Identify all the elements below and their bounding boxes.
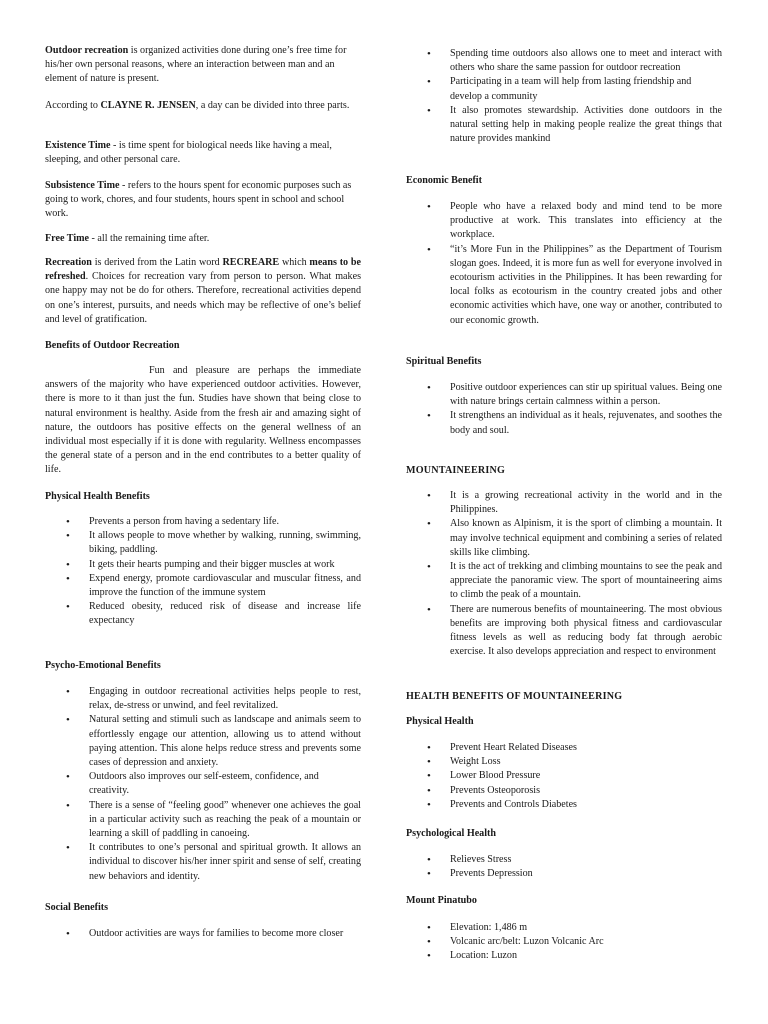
jensen-post: , a day can be divided into three parts. <box>195 100 350 111</box>
jensen-pre: According to <box>45 100 101 111</box>
list-item: • It allows people to move whether by walking, running, swimming, biking, paddling. <box>45 529 361 557</box>
list-item: • There is a sense of “feeling good” whenever one achieves the goal in a particular activity such as reaching the peak of a mountain or learning a skill of paddling in canoeing. <box>45 799 361 842</box>
intro-term: Outdoor recreation <box>45 45 129 56</box>
list-item: • Participating in a team will help from lasting friendship and develop a community <box>406 75 722 103</box>
list-item: • “it’s More Fun in the Philippines” as the Department of Tourism slogan goes. Indeed, it is more fun as well for everyone involved in ecotourism activities in the Philippines. It has been rewarding for local folks as ecotourism in the country created jobs and other economic activities which have, one way or another, contributed to our economic growth. <box>406 243 722 328</box>
social-benefits-heading: Social Benefits <box>45 902 109 913</box>
free-time-paragraph <box>45 232 361 246</box>
benefits-paragraph <box>45 364 361 478</box>
list-item: • Positive outdoor experiences can stir up spiritual values. Being one with nature brings certain calmness within a person. <box>406 381 722 409</box>
list-item: • It strengthens an individual as it heals, rejuvenates, and soothes the body and soul. <box>406 409 722 437</box>
mount-pinatubo-list <box>406 921 722 964</box>
recreation-meaning: means to be refreshed <box>45 257 361 283</box>
jensen-paragraph <box>45 99 361 113</box>
list-item: • There are numerous benefits of mountaineering. The most obvious benefits are improving both physical fitness and cardiovascular fitness levels as well as reducing body fat through aerobic exercise. It also develops appreciation and respect to environment <box>406 603 722 660</box>
recreation-paragraph <box>45 256 361 327</box>
list-item: • Reduced obesity, reduced risk of disease and increase life expectancy <box>45 600 361 628</box>
psycho-benefits-list <box>45 685 361 884</box>
economic-benefit-heading: Economic Benefit <box>406 175 482 186</box>
social-benefits-list <box>45 927 361 941</box>
list-item: • Engaging in outdoor recreational activities helps people to rest, relax, de-stress or unwind, and feel revitalized. <box>45 685 361 713</box>
intro-paragraph <box>45 44 361 87</box>
list-item: • Natural setting and stimuli such as landscape and animals seem to effortlessly engage our attention, allowing us to attend without paying attention. This alone helps reduce stress and prevents some cases of depression and anxiety. <box>45 713 361 770</box>
list-item: • Prevents Osteoporosis <box>406 784 722 798</box>
physical-health-heading: Physical Health <box>406 716 474 727</box>
recreation-text-2: which <box>279 257 310 268</box>
recreation-text-3: . Choices for recreation vary from person to person. What makes one happy may not be do for others. Therefore, recreational activities depend on one’s interest, pursuits, and needs which may be reflective of one’s belief and level of gratification. <box>45 271 361 325</box>
list-item: • Outdoor activities are ways for families to become more closer <box>45 927 361 941</box>
existence-text: - is time spent for biological needs like having a meal, sleeping, and other personal care. <box>45 140 332 166</box>
list-item: • Outdoors also improves our self-esteem, confidence, and creativity. <box>45 770 361 798</box>
list-item: • Weight Loss <box>406 755 722 769</box>
list-item: • Elevation: 1,486 m <box>406 921 722 935</box>
social-benefits-list-continued <box>406 47 722 146</box>
mountaineering-heading: MOUNTAINEERING <box>406 465 506 476</box>
recreation-term: Recreation <box>45 257 92 268</box>
list-item: • It is the act of trekking and climbing mountains to see the peak and appreciate the panoramic view. The sport of mountaineering aims to climb the peak of a mountain. <box>406 560 722 603</box>
health-benefits-mountaineering-heading: HEALTH BENEFITS OF MOUNTAINEERING <box>406 691 623 702</box>
list-item: • Location: Luzon <box>406 949 722 963</box>
free-time-text: - all the remaining time after. <box>89 233 210 244</box>
list-item: • Volcanic arc/belt: Luzon Volcanic Arc <box>406 935 722 949</box>
subsistence-term: Subsistence Time <box>45 180 120 191</box>
list-item: • Prevent Heart Related Diseases <box>406 741 722 755</box>
physical-health-list <box>406 741 722 812</box>
list-item: • People who have a relaxed body and mind tend to be more productive at work. This translates into efficiency at the workplace. <box>406 200 722 243</box>
recreare-word: RECREARE <box>222 257 280 268</box>
psycho-emotional-heading: Psycho-Emotional Benefits <box>45 660 161 671</box>
benefits-heading: Benefits of Outdoor Recreation <box>45 340 180 351</box>
mount-pinatubo-heading: Mount Pinatubo <box>406 895 477 906</box>
list-item: • Expend energy, promote cardiovascular and muscular fitness, and improve the function of the immune system <box>45 572 361 600</box>
list-item: • Prevents and Controls Diabetes <box>406 798 722 812</box>
list-item: • Prevents Depression <box>406 867 722 881</box>
list-item: • It also promotes stewardship. Activities done outdoors in the natural setting help in making people realize the great things that nature provides mankind <box>406 104 722 147</box>
list-item: • It contributes to one’s personal and spiritual growth. It allows an individual to discover his/her inner spirit and sense of self, creating new behaviors and identity. <box>45 841 361 884</box>
list-item: • It gets their hearts pumping and their bigger muscles at work <box>45 558 361 572</box>
list-item: • Relieves Stress <box>406 853 722 867</box>
mountaineering-list <box>406 489 722 659</box>
jensen-name: CLAYNE R. JENSEN <box>100 100 196 111</box>
intro-text: is organized activities done during one’s free time for his/her own personal reasons, where an interaction between man and an element of nature is present. <box>45 45 347 85</box>
list-item: • Lower Blood Pressure <box>406 769 722 783</box>
list-item: • Prevents a person from having a sedentary life. <box>45 515 361 529</box>
economic-benefits-list <box>406 200 722 328</box>
subsistence-paragraph <box>45 179 361 222</box>
psychological-health-list <box>406 853 722 881</box>
recreation-text-1: is derived from the Latin word <box>91 257 223 268</box>
physical-benefits-list <box>45 515 361 629</box>
spiritual-benefits-heading: Spiritual Benefits <box>406 356 482 367</box>
benefits-text: Fun and pleasure are perhaps the immediate answers of the majority who have experienced outdoor activities. However, there is more to it than just the fun. Studies have shown that being close to natural environment is healthy. Aside from the fresh air and amazing sight of nature, the outdoors has positive effects on the general wellness of an individual most especially if it is done with regularity. Wellness encompasses the general state of a person and in the end contributes to a better quality of life. <box>45 365 361 476</box>
subsistence-text: - refers to the hours spent for economic purposes such as going to work, chores, and four students, hours spent in school and school work. <box>45 180 352 220</box>
existence-term: Existence Time <box>45 140 111 151</box>
physical-health-benefits-heading: Physical Health Benefits <box>45 491 150 502</box>
list-item: • Also known as Alpinism, it is the sport of climbing a mountain. It may involve technical equipment and combining a series of related skills like climbing. <box>406 517 722 560</box>
list-item: • It is a growing recreational activity in the world and in the Philippines. <box>406 489 722 517</box>
spiritual-benefits-list <box>406 381 722 438</box>
list-item: • Spending time outdoors also allows one to meet and interact with others who share the same passion for outdoor recreation <box>406 47 722 75</box>
psychological-health-heading: Psychological Health <box>406 828 496 839</box>
existence-paragraph <box>45 139 361 167</box>
free-time-term: Free Time <box>45 233 90 244</box>
